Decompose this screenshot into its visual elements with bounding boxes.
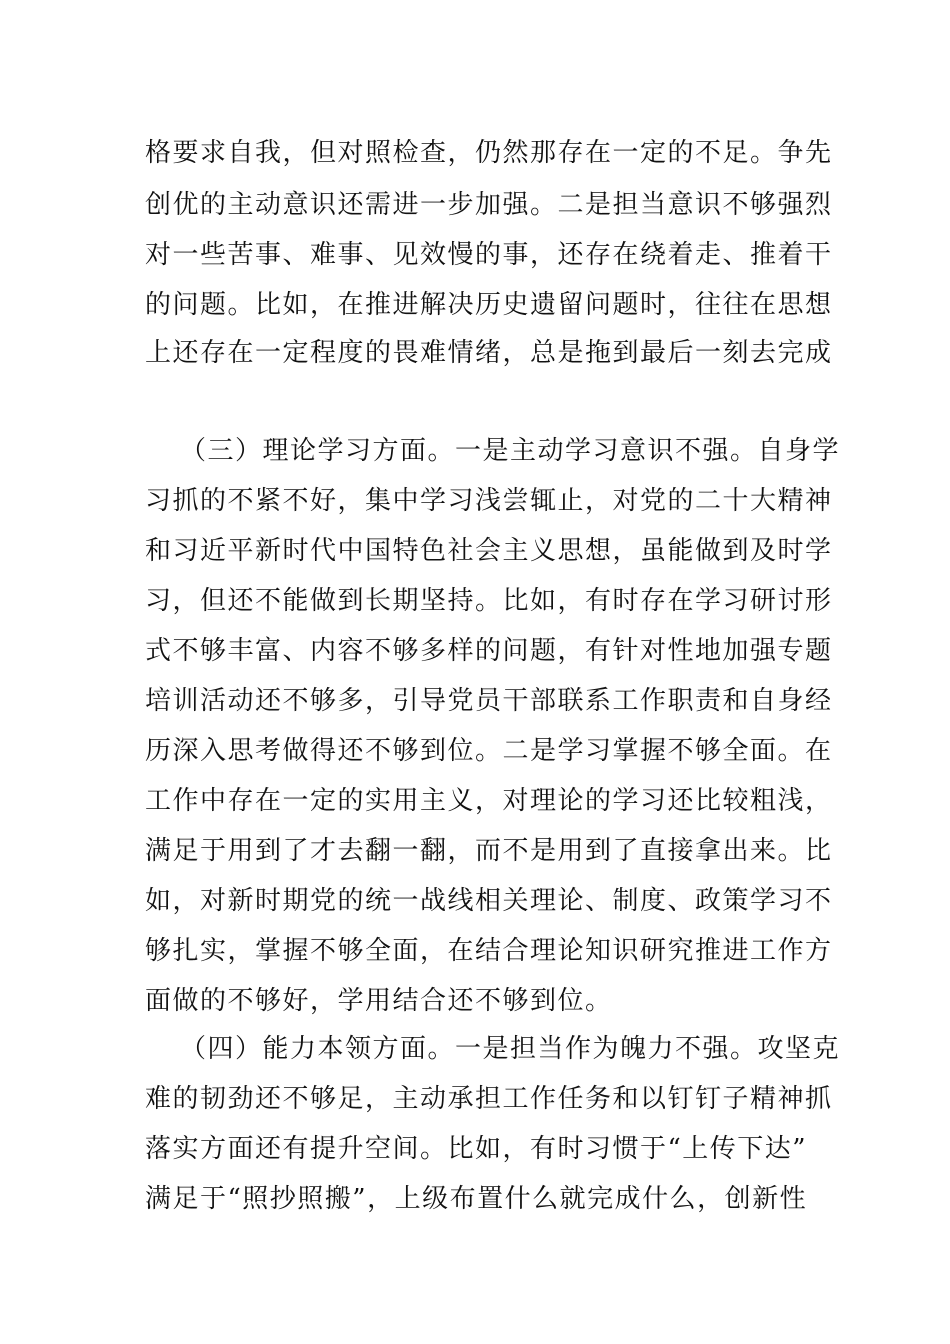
text-line: 如，对新时期党的统一战线相关理论、制度、政策学习不	[145, 886, 833, 916]
text-line: 上还存在一定程度的畏难情绪，总是拖到最后一刻去完成	[145, 338, 833, 368]
text-line: 满足于“照抄照搬”，上级布置什么就完成什么，创新性	[145, 1184, 808, 1214]
text-line: 对一些苦事、难事、见效慢的事，还存在绕着走、推着干	[145, 240, 833, 270]
text-line: 满足于用到了才去翻一翻，而不是用到了直接拿出来。比	[145, 836, 833, 866]
text-line: 格要求自我，但对照检查，仍然那存在一定的不足。争先	[145, 138, 833, 168]
text-line: 培训活动还不够多，引导党员干部联系工作职责和自身经	[145, 686, 833, 716]
section-heading-4: （四）能力本领方面。一是担当作为魄力不强。攻坚克	[180, 1034, 841, 1064]
text-line: 难的韧劲还不够足，主动承担工作任务和以钉钉子精神抓	[145, 1084, 833, 1114]
text-line: 够扎实，掌握不够全面，在结合理论知识研究推进工作方	[145, 936, 833, 966]
text-line: 的问题。比如，在推进解决历史遗留问题时，往往在思想	[145, 290, 833, 320]
text-line: 习，但还不能做到长期坚持。比如，有时存在学习研讨形	[145, 586, 833, 616]
text-line: 落实方面还有提升空间。比如，有时习惯于“上传下达”	[145, 1134, 808, 1164]
text-line: 式不够丰富、内容不够多样的问题，有针对性地加强专题	[145, 636, 833, 666]
text-line: 创优的主动意识还需进一步加强。二是担当意识不够强烈	[145, 190, 833, 220]
text-line: 工作中存在一定的实用主义，对理论的学习还比较粗浅，	[145, 786, 833, 816]
text-line: 历深入思考做得还不够到位。二是学习掌握不够全面。在	[145, 736, 833, 766]
text-line: 面做的不够好，学用结合还不够到位。	[145, 986, 613, 1016]
section-heading-3: （三）理论学习方面。一是主动学习意识不强。自身学	[180, 436, 841, 466]
text-line: 习抓的不紧不好，集中学习浅尝辄止，对党的二十大精神	[145, 486, 833, 516]
text-line: 和习近平新时代中国特色社会主义思想，虽能做到及时学	[145, 536, 833, 566]
